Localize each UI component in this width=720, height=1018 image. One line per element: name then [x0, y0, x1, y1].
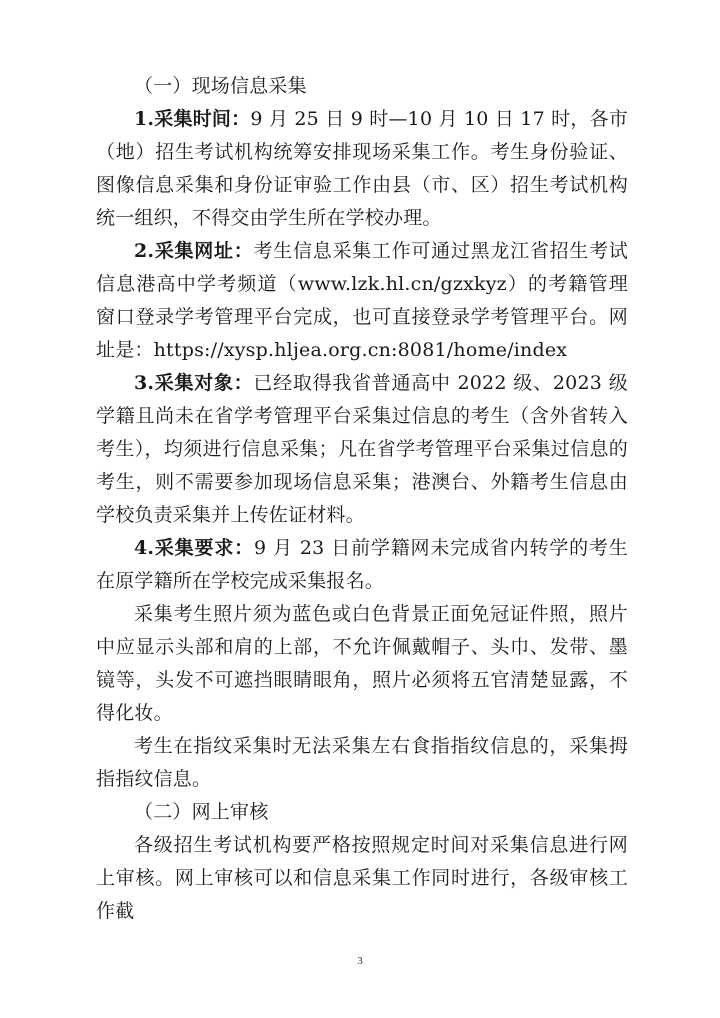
- paragraph-photo-requirements: 采集考生照片须为蓝色或白色背景正面免冠证件照，照片中应显示头部和肩的上部，不允许佩戴帽子、头巾、发带、墨镜等，头发不可遮挡眼睛眼角，照片必须将五官清楚显露，不得化妆。: [96, 603, 628, 724]
- item-text: 9 月 25 日 9 时—10 月 10 日 17 时，各市（地）招生考试机构统筹安排现场采集工作。考生身份验证、图像信息采集和身份证审验工作由县（市、区）招生考试机构统一组织，不得交由学生所在学校办理。: [96, 108, 628, 229]
- item-collection-requirement: [96, 532, 628, 598]
- item-collection-target: [96, 367, 628, 532]
- document-body: [96, 70, 628, 928]
- page-number: 3: [357, 955, 363, 967]
- item-text: 已经取得我省普通高中 2022 级、2023 级学籍且尚未在省学考管理平台采集过信息的考生（含外省转入考生），均须进行信息采集；凡在省学考管理平台采集过信息的考生，则不需要参加现场信息采集；港澳台、外籍考生信息由学校负责采集并上传佐证材料。: [96, 372, 628, 526]
- paragraph-fingerprint: 考生在指纹采集时无法采集左右食指指纹信息的，采集拇指指纹信息。: [96, 735, 628, 790]
- item-text: 9 月 23 日前学籍网未完成省内转学的考生在原学籍所在学校完成采集报名。: [96, 537, 628, 592]
- item-lead: 2.采集网址：: [134, 240, 254, 262]
- paragraph-online-review: 各级招生考试机构要严格按照规定时间对采集信息进行网上审核。网上审核可以和信息采集工作同时进行，各级审核工作截: [96, 834, 628, 922]
- item-collection-url: [96, 235, 628, 367]
- item-text: 考生信息采集工作可通过黑龙江省招生考试信息港高中学考频道（www.lzk.hl.cn/gzxkyz）的考籍管理窗口登录学考管理平台完成，也可直接登录学考管理平台。网址是：https://xysp.hljea.org.cn:8081/home/index: [96, 240, 628, 361]
- section-heading-online-review: （二）网上审核: [134, 801, 269, 823]
- item-lead: 4.采集要求：: [134, 537, 254, 559]
- item-collection-time: [96, 103, 628, 235]
- item-lead: 1.采集时间：: [134, 108, 251, 130]
- section-heading-onsite-collection: （一）现场信息采集: [134, 75, 307, 97]
- item-lead: 3.采集对象：: [134, 372, 254, 394]
